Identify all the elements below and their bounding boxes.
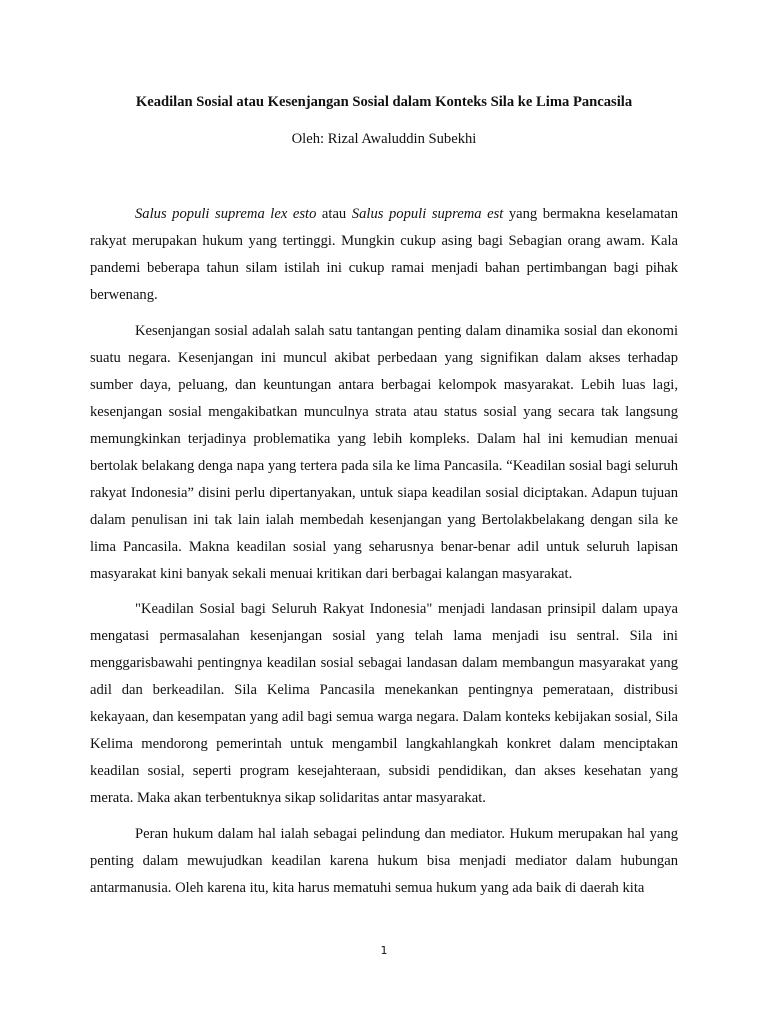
paragraph-1	[90, 201, 678, 309]
document-title: Keadilan Sosial atau Kesenjangan Sosial dalam Konteks Sila ke Lima Pancasila	[135, 94, 633, 110]
article-body	[90, 201, 678, 910]
page-number: 1	[380, 944, 388, 957]
paragraph-1-text-a: atau	[316, 206, 352, 222]
latin-phrase-2: Salus populi suprema est	[351, 206, 504, 222]
paragraph-4: Peran hukum dalam hal ialah sebagai pelindung dan mediator. Hukum merupakan hal yang penting dalam mewujudkan keadilan karena hukum bisa menjadi mediator dalam hubungan antarmanusia. Oleh karena itu, kita harus mematuhi semua hukum yang ada baik di daerah kita	[90, 825, 678, 896]
latin-phrase-1: Salus populi suprema lex esto	[135, 206, 317, 222]
author-line: Oleh: Rizal Awaluddin Subekhi	[291, 131, 477, 147]
paragraph-1-text-b: yang bermakna keselamatan rakyat merupakan hukum yang tertinggi. Mungkin cukup asing bagi Sebagian orang awam. Kala pandemi beberapa tahun silam istilah ini cukup ramai menjadi bahan pertimbangan bagi pihak berwenang.	[90, 206, 678, 303]
paragraph-3: "Keadilan Sosial bagi Seluruh Rakyat Indonesia" menjadi landasan prinsipil dalam upaya mengatasi permasalahan kesenjangan sosial yang telah lama menjadi isu sentral. Sila ini menggarisbawahi pentingnya keadilan sosial sebagai landasan dalam membangun masyarakat yang adil dan berkeadilan. Sila Kelima Pancasila menekankan pentingnya pemerataan, distribusi kekayaan, dan kesempatan yang adil bagi semua warga negara. Dalam konteks kebijakan sosial, Sila Kelima mendorong pemerintah untuk mengambil langkahlangkah konkret dalam menciptakan keadilan sosial, seperti program kesejahteraan, subsidi pendidikan, dan akses kesehatan yang merata. Maka akan terbentuknya sikap solidaritas antar masyarakat.	[90, 601, 678, 806]
paragraph-2: Kesenjangan sosial adalah salah satu tantangan penting dalam dinamika sosial dan ekonomi suatu negara. Kesenjangan ini muncul akibat perbedaan yang signifikan dalam akses terhadap sumber daya, peluang, dan keuntungan antara berbagai kelompok masyarakat. Lebih luas lagi, kesenjangan sosial mengakibatkan munculnya strata atau status sosial yang secara tak langsung memungkinkan terjadinya problematika yang lebih kompleks. Dalam hal ini kemudian menuai bertolak belakang denga napa yang tertera pada sila ke lima Pancasila. “Keadilan sosial bagi seluruh rakyat Indonesia” disini perlu dipertanyakan, untuk siapa keadilan sosial diciptakan. Adapun tujuan dalam penulisan ini tak lain ialah membedah kesenjangan yang Bertolakbelakang dengan sila ke lima Pancasila. Makna keadilan sosial yang seharusnya benar-benar adil untuk seluruh lapisan masyarakat kini banyak sekali menuai kritikan dari berbagai kalangan masyarakat.	[90, 322, 678, 582]
